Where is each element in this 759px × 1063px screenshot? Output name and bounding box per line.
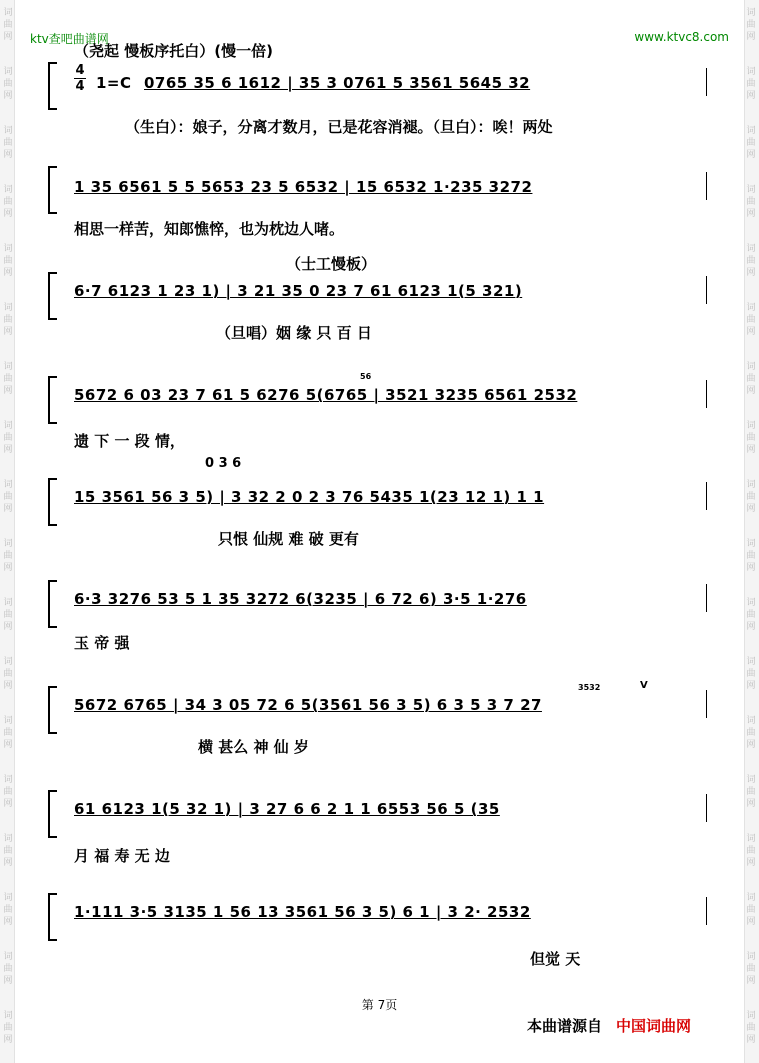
- watermark-glyph: 网: [3, 32, 13, 42]
- system-bracket: [48, 376, 57, 424]
- watermark-glyph: 词: [3, 185, 13, 195]
- watermark-glyph: 词: [746, 893, 756, 903]
- watermark-glyph: 词: [746, 1011, 756, 1021]
- score-system-2: [48, 166, 708, 216]
- watermark-glyph: 词: [3, 244, 13, 254]
- watermark-glyph: 曲: [746, 197, 756, 207]
- watermark-glyph: 网: [3, 268, 13, 278]
- watermark-glyph: 词: [746, 952, 756, 962]
- watermark-glyph: 网: [3, 917, 13, 927]
- watermark-glyph: 曲: [746, 492, 756, 502]
- lyric-line-8: 月 福 寿 无 边: [74, 847, 170, 865]
- watermark-glyph: 词: [746, 834, 756, 844]
- watermark-glyph: 曲: [746, 1023, 756, 1033]
- watermark-glyph: 曲: [3, 964, 13, 974]
- watermark-glyph: 曲: [746, 728, 756, 738]
- notation-line: 6·7 6123 1 23 1) | 3 21 35 0 23 7 61 6123 1(5 321): [74, 282, 523, 300]
- barline-end: [706, 584, 707, 612]
- watermark-glyph: 词: [746, 775, 756, 785]
- watermark-glyph: 词: [3, 421, 13, 431]
- watermark-glyph: 词: [746, 8, 756, 18]
- watermark-glyph: 词: [746, 303, 756, 313]
- time-signature-bottom: 4: [75, 79, 85, 94]
- watermark-glyph: 词: [746, 657, 756, 667]
- watermark-glyph: 网: [746, 504, 756, 514]
- score-system-3: [48, 272, 708, 322]
- watermark-glyph: 网: [3, 681, 13, 691]
- score-system-5: [48, 478, 708, 528]
- barline-end: [706, 690, 707, 718]
- grace-note-mark: 3532: [578, 683, 601, 692]
- watermark-glyph: 词: [3, 8, 13, 18]
- watermark-glyph: 词: [3, 126, 13, 136]
- score-system-4: [48, 376, 708, 426]
- watermark-glyph: 网: [3, 740, 13, 750]
- watermark-glyph: 曲: [746, 669, 756, 679]
- watermark-glyph: 词: [3, 598, 13, 608]
- watermark-glyph: 曲: [3, 610, 13, 620]
- watermark-glyph: 曲: [3, 728, 13, 738]
- score-system-1: [48, 62, 708, 112]
- watermark-glyph: 词: [3, 657, 13, 667]
- watermark-glyph: 词: [3, 67, 13, 77]
- watermark-glyph: 曲: [3, 433, 13, 443]
- watermark-glyph: 网: [3, 386, 13, 396]
- system-bracket: [48, 272, 57, 320]
- watermark-glyph: 网: [746, 150, 756, 160]
- watermark-glyph: 曲: [3, 20, 13, 30]
- watermark-glyph: 网: [3, 799, 13, 809]
- watermark-glyph: 词: [3, 303, 13, 313]
- lyric-line-3: （旦唱）姻 缘 只 百 日: [216, 324, 372, 342]
- watermark-glyph: 曲: [746, 256, 756, 266]
- notation-line: 61 6123 1(5 32 1) | 3 27 6 6 2 1 1 6553 56 5 (35: [74, 800, 500, 818]
- watermark-glyph: 网: [746, 622, 756, 632]
- key-signature: 1=C: [96, 74, 132, 92]
- breath-mark: V: [640, 680, 648, 691]
- watermark-glyph: 曲: [3, 551, 13, 561]
- watermark-glyph: 曲: [3, 79, 13, 89]
- watermark-glyph: 词: [3, 893, 13, 903]
- watermark-glyph: 曲: [746, 138, 756, 148]
- barline-end: [706, 68, 707, 96]
- watermark-glyph: 词: [746, 716, 756, 726]
- score-system-7: [48, 686, 708, 736]
- notation-line: 15 3561 56 3 5) | 3 32 2 0 2 3 76 5435 1(23 12 1) 1 1: [74, 488, 545, 506]
- notation-line: 6·3 3276 53 5 1 35 3272 6(3235 | 6 72 6) 3·5 1·276: [74, 590, 527, 608]
- watermark-glyph: 词: [746, 362, 756, 372]
- watermark-glyph: 网: [746, 91, 756, 101]
- lyric-line-9: 但觉 天: [530, 950, 581, 968]
- watermark-glyph: 词: [746, 67, 756, 77]
- notation-line: 1 35 6561 5 5 5653 23 5 6532 | 15 6532 1·235 3272: [74, 178, 533, 196]
- watermark-glyph: 词: [746, 244, 756, 254]
- watermark-glyph: 词: [3, 362, 13, 372]
- ornament-notes: 0 3 6: [205, 456, 242, 471]
- source-credit: [527, 1015, 691, 1036]
- watermark-glyph: 网: [3, 209, 13, 219]
- watermark-glyph: 网: [3, 858, 13, 868]
- intro-heading: （尧起 慢板序托白）(慢一倍): [74, 42, 273, 60]
- score-system-8: [48, 790, 708, 840]
- watermark-glyph: 曲: [3, 787, 13, 797]
- lyric-line-6: 玉 帝 强: [74, 634, 130, 652]
- watermark-glyph: 词: [3, 539, 13, 549]
- watermark-glyph: 词: [746, 126, 756, 136]
- watermark-glyph: 词: [3, 834, 13, 844]
- grace-note-mark: 56: [360, 372, 372, 381]
- watermark-glyph: 曲: [3, 256, 13, 266]
- watermark-glyph: 网: [3, 150, 13, 160]
- system-bracket: [48, 580, 57, 628]
- watermark-glyph: 网: [3, 622, 13, 632]
- source-label: 本曲谱源自: [527, 1017, 603, 1035]
- lyric-line-5: 只恨 仙规 难 破 更有: [218, 530, 359, 548]
- watermark-glyph: 网: [3, 563, 13, 573]
- site-url-right: www.ktvc8.com: [634, 30, 729, 44]
- watermark-glyph: 曲: [746, 846, 756, 856]
- watermark-glyph: 网: [746, 386, 756, 396]
- watermark-glyph: 网: [746, 917, 756, 927]
- system-bracket: [48, 686, 57, 734]
- watermark-glyph: 曲: [746, 610, 756, 620]
- watermark-glyph: 网: [746, 1035, 756, 1045]
- watermark-glyph: 词: [746, 185, 756, 195]
- barline-end: [706, 380, 707, 408]
- watermark-glyph: 网: [3, 504, 13, 514]
- barline-end: [706, 482, 707, 510]
- notation-line: 1·111 3·5 3135 1 56 13 3561 56 3 5) 6 1 | 3 2· 2532: [74, 903, 531, 921]
- notation-line: 5672 6 03 23 7 61 5 6276 5(6765 | 3521 3235 6561 2532: [74, 386, 578, 404]
- watermark-glyph: 曲: [746, 374, 756, 384]
- watermark-glyph: 曲: [3, 315, 13, 325]
- watermark-glyph: 曲: [3, 905, 13, 915]
- notation-line: 5672 6765 | 34 3 05 72 6 5(3561 56 3 5) 6 3 5 3 7 27: [74, 696, 542, 714]
- system-bracket: [48, 166, 57, 214]
- watermark-glyph: 网: [3, 1035, 13, 1045]
- lyric-line-4: 遗 下 一 段 情，: [74, 432, 185, 450]
- notation-line: 0765 35 6 1612 | 35 3 0761 5 3561 5645 32: [144, 74, 531, 92]
- watermark-glyph: 网: [746, 209, 756, 219]
- watermark-glyph: 曲: [3, 197, 13, 207]
- watermark-glyph: 网: [3, 327, 13, 337]
- watermark-glyph: 网: [3, 91, 13, 101]
- watermark-glyph: 曲: [746, 905, 756, 915]
- watermark-glyph: 网: [746, 681, 756, 691]
- watermark-glyph: 网: [746, 563, 756, 573]
- watermark-glyph: 网: [746, 976, 756, 986]
- watermark-glyph: 曲: [3, 138, 13, 148]
- barline-end: [706, 897, 707, 925]
- watermark-glyph: 曲: [3, 846, 13, 856]
- time-signature-top: 4: [75, 63, 85, 78]
- section-marking: （士工慢板）: [286, 255, 377, 273]
- source-brand: 中国词曲网: [616, 1017, 692, 1035]
- watermark-glyph: 曲: [3, 492, 13, 502]
- watermark-glyph: 曲: [746, 79, 756, 89]
- system-bracket: [48, 62, 57, 110]
- watermark-glyph: 曲: [746, 315, 756, 325]
- lyric-line-1: （生白）：娘子，分离才数月，已是花容消褪。（旦白）：唉！两处: [125, 118, 553, 136]
- watermark-glyph: 词: [746, 480, 756, 490]
- watermark-glyph: 曲: [3, 669, 13, 679]
- score-system-6: [48, 580, 708, 630]
- score-system-9: [48, 893, 708, 943]
- watermark-glyph: 网: [746, 327, 756, 337]
- watermark-glyph: 曲: [746, 20, 756, 30]
- lyric-line-7: 横 甚么 神 仙 岁: [198, 738, 309, 756]
- watermark-glyph: 词: [3, 775, 13, 785]
- watermark-glyph: 网: [746, 799, 756, 809]
- watermark-glyph: 词: [3, 952, 13, 962]
- watermark-glyph: 词: [746, 421, 756, 431]
- watermark-glyph: 词: [3, 480, 13, 490]
- watermark-glyph: 词: [3, 1011, 13, 1021]
- watermark-glyph: 词: [746, 539, 756, 549]
- watermark-glyph: 曲: [3, 374, 13, 384]
- watermark-glyph: 曲: [3, 1023, 13, 1033]
- system-bracket: [48, 893, 57, 941]
- watermark-glyph: 网: [746, 858, 756, 868]
- watermark-glyph: 网: [746, 268, 756, 278]
- watermark-glyph: 网: [3, 976, 13, 986]
- watermark-glyph: 曲: [746, 551, 756, 561]
- watermark-glyph: 词: [3, 716, 13, 726]
- watermark-glyph: 曲: [746, 787, 756, 797]
- system-bracket: [48, 478, 57, 526]
- time-signature: [74, 64, 86, 93]
- lyric-line-2: 相思一样苦，知郎憔悴，也为枕边人啫。: [74, 220, 345, 238]
- site-name-left: ktv查吧曲谱网: [30, 32, 109, 46]
- watermark-glyph: 曲: [746, 964, 756, 974]
- barline-end: [706, 172, 707, 200]
- page-number: 第 7页: [361, 998, 398, 1012]
- barline-end: [706, 276, 707, 304]
- watermark-glyph: 网: [746, 740, 756, 750]
- system-bracket: [48, 790, 57, 838]
- watermark-glyph: 词: [746, 598, 756, 608]
- watermark-glyph: 网: [746, 32, 756, 42]
- watermark-glyph: 网: [746, 445, 756, 455]
- watermark-glyph: 网: [3, 445, 13, 455]
- barline-end: [706, 794, 707, 822]
- watermark-glyph: 曲: [746, 433, 756, 443]
